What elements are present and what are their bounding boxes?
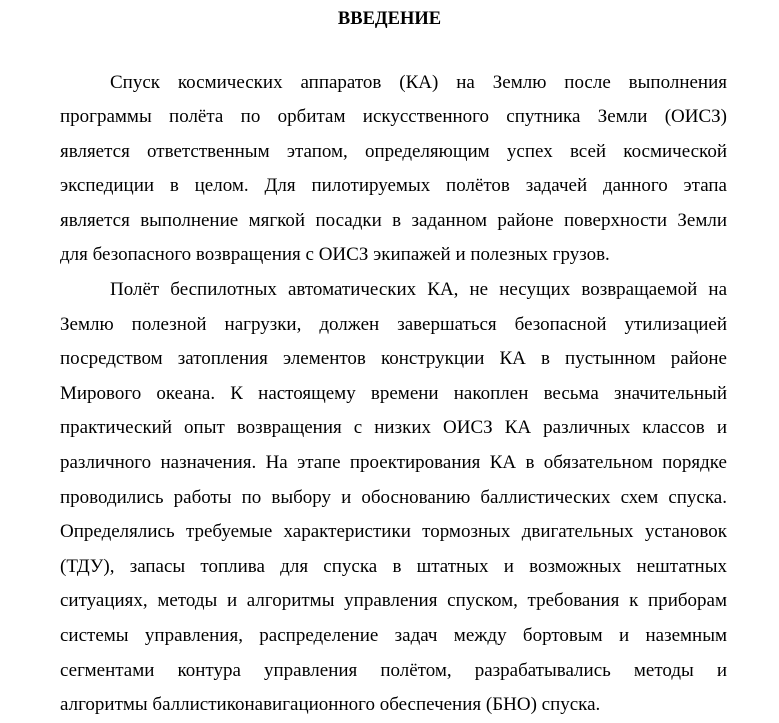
text-line: ситуациях, методы и алгоритмы управления спуском, требования к приборам	[60, 590, 727, 612]
text-line: различного назначения. На этапе проектирования КА в обязательном порядке	[60, 452, 727, 474]
text-line: является ответственным этапом, определяющим успех всей космической	[60, 140, 727, 162]
paragraph-1	[60, 66, 727, 274]
section-title: ВВЕДЕНИЕ	[337, 9, 442, 29]
text-line: проводились работы по выбору и обоснованию баллистических схем спуска.	[60, 486, 727, 508]
text-line: Мирового океана. К настоящему времени накоплен весьма значительный	[60, 382, 727, 404]
paragraph-2	[60, 273, 727, 723]
text-line: системы управления, распределение задач между бортовым и наземным	[60, 625, 727, 646]
text-line: посредством затопления элементов конструкции КА в пустынном районе	[60, 348, 727, 370]
document-body	[60, 66, 727, 723]
text-line: программы полёта по орбитам искусственного спутника Земли (ОИСЗ)	[60, 106, 727, 128]
text-line: практический опыт возвращения с низких ОИСЗ КА различных классов и	[60, 417, 727, 439]
text-line: экспедиции в целом. Для пилотируемых полётов задачей данного этапа	[60, 175, 727, 197]
text-line: алгоритмы баллистиконавигационного обеспечения (БНО) спуска.	[60, 694, 601, 716]
text-line: Определялись требуемые характеристики тормозных двигательных установок	[60, 521, 727, 543]
text-line: Землю полезной нагрузки, должен завершаться безопасной утилизацией	[60, 313, 727, 335]
text-line: для безопасного возвращения с ОИСЗ экипажей и полезных грузов.	[60, 244, 610, 266]
text-line: (ТДУ), запасы топлива для спуска в штатных и возможных нештатных	[60, 555, 727, 577]
text-line: Полёт беспилотных автоматических КА, не несущих возвращаемой на	[110, 279, 727, 301]
text-line: Спуск космических аппаратов (КА) на Землю после выполнения	[110, 71, 727, 93]
text-line: сегментами контура управления полётом, разрабатывались методы и	[60, 659, 727, 681]
text-line: является выполнение мягкой посадки в заданном районе поверхности Земли	[60, 209, 727, 231]
